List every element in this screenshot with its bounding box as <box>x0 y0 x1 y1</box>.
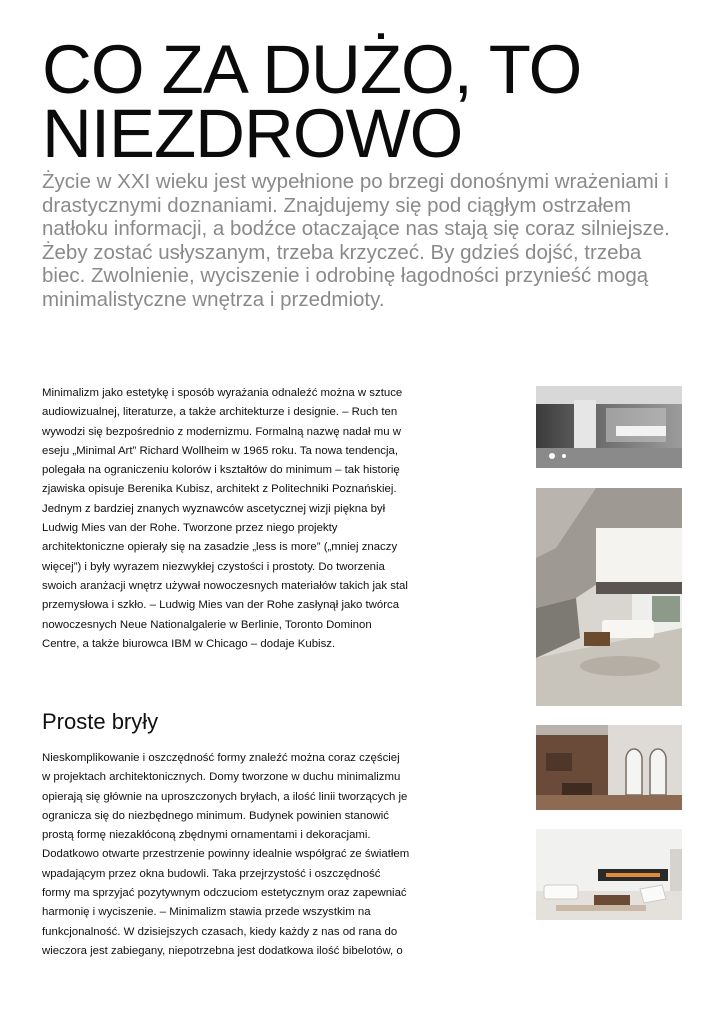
body-paragraph-2: Nieskomplikowanie i oszczędność formy znaleźć można coraz częściej w projektach architektonicznych. Domy tworzone w duchu minimalizmu opierają się głównie na uproszczonych bryłach, a ilość linii tworzących je ogranicza się do niezbędnego minimum. Budynek powinien stanowić prostą formę niezakłóconą zbędnymi ornamentami i dekoracjami. Dodatkowo otwarte przestrzenie powinny idealnie współgrać ze światłem wpadającym przez okna budowli. Taka przejrzystość i oszczędność formy ma sprzyjać pozytywnym odczuciom estetycznym oraz zapewniać harmonię i wyciszenie. – Minimalizm stawia przede wszystkim na funkcjonalność. W dzisiejszych czasach, kiedy każdy z nas od rana do wieczora jest zabiegany, niepotrzebna jest dodatkowa ilość bibelotów, o <box>42 752 410 957</box>
section-heading: Proste bryły <box>42 709 159 734</box>
bathroom-photo-icon <box>536 386 682 468</box>
article-title: CO ZA DUŻO, TO NIEZDROWO <box>42 31 582 172</box>
brown-interior-arched-windows-photo-icon <box>536 725 682 810</box>
white-lounge-fireplace-photo-icon <box>536 829 682 920</box>
concrete-living-room-photo-icon <box>536 488 682 706</box>
article-lead: Życie w XXI wieku jest wypełnione po brzegi donośnymi wrażeniami i drastycznymi doznaniami. Znajdujemy się pod ciągłym ostrzałem natłoku informacji, a bodźce otaczające nas stają się coraz silniejsze. Żeby zostać usłyszanym, trzeba krzyczeć. By gdzieś dojść, trzeba biec. Zwolnienie, wyciszenie i odrobinę łagodności przynieść mogą minimalistyczne wnętrza i przedmioty. <box>42 170 670 311</box>
body-paragraph-1: Minimalizm jako estetykę i sposób wyrażania odnaleźć można w sztuce audiowizualnej, literaturze, a także architekturze i designie. – Ruch ten wywodzi się bezpośrednio z modernizmu. Formalną nazwę nadał mu w eseju „Minimal Art” Richard Wollheim w 1965 roku. Ta nowa tendencja, polegała na ograniczeniu kolorów i kształtów do minimum – tak historię zjawiska opisuje Berenika Kubisz, architekt z Politechniki Poznańskiej. Jednym z bardziej znanych wyznawców ascetycznej wizji piękna był Ludwig Mies van der Rohe. Tworzone przez niego projekty architektoniczne opierały się na zasadzie „less is more” („mniej znaczy więcej”) i były wyrazem niezwykłej czystości i prostoty. Do tworzenia swoich aranżacji wnętrz używał nowoczesnych materiałów takich jak stal przemysłowa i szkło. – Ludwig Mies van der Rohe zasłynął jako twórca nowoczesnych Neue Nationalgalerie w Berlinie, Toronto Dominon Centre, a także biurowca IBM w Chicago – dodaje Kubisz. <box>42 387 408 650</box>
